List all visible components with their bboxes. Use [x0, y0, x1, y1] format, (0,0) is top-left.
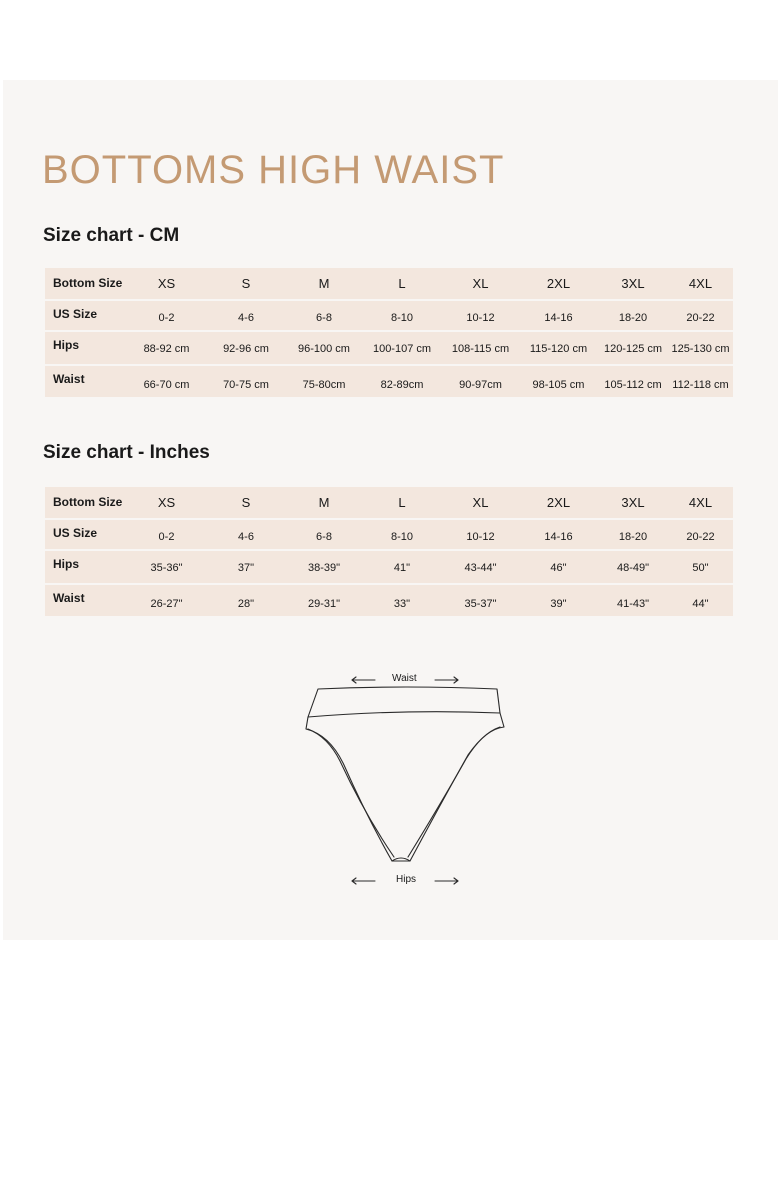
table-cell: 28"	[237, 597, 255, 610]
row-label: Waist	[53, 371, 85, 386]
table-row-bottom-size	[45, 487, 733, 518]
table-cell: 96-100 cm	[298, 343, 350, 355]
table-row-bottom-size	[45, 268, 733, 299]
row-label: Hips	[53, 338, 80, 352]
row-label: Bottom Size	[53, 494, 123, 509]
table-cell: 98-105 cm	[532, 378, 585, 391]
size-cell: M	[318, 495, 330, 510]
table-cell: 44"	[692, 597, 709, 610]
table-cell: 10-12	[466, 311, 495, 324]
table-cell: 18-20	[618, 530, 648, 543]
table-cell: 35-36"	[150, 562, 183, 574]
page-title: BOTTOMS HIGH WAIST	[42, 148, 505, 192]
table-cell: 46"	[550, 562, 567, 574]
table-cell: 18-20	[618, 311, 648, 324]
table-cell: 0-2	[158, 311, 175, 324]
table-cell: 66-70 cm	[143, 378, 190, 391]
table-cell: 26-27"	[150, 597, 183, 610]
table-cell: 115-120 cm	[529, 343, 588, 355]
waist-measure-label: Waist	[392, 673, 417, 684]
size-cell: M	[318, 276, 330, 291]
table-cell: 0-2	[158, 530, 175, 543]
size-cell: 4XL	[688, 276, 713, 291]
table-cell: 105-112 cm	[604, 378, 662, 391]
size-cell: 4XL	[688, 495, 713, 510]
size-cell: XL	[472, 495, 489, 510]
table-cell: 14-16	[544, 311, 573, 324]
hips-measure-label: Hips	[396, 874, 417, 885]
row-label: Bottom Size	[53, 275, 123, 290]
size-cell: L	[398, 495, 406, 510]
table-cell: 14-16	[544, 530, 573, 543]
table-cell: 38-39"	[307, 562, 341, 574]
row-label: Waist	[53, 590, 85, 605]
table-cell: 20-22	[686, 311, 715, 324]
inch-size-table	[45, 487, 733, 616]
row-label: US Size	[53, 306, 98, 321]
table-cell: 50"	[692, 562, 709, 574]
cm-chart-heading: Size chart - CM	[43, 225, 180, 246]
table-cell: 43-44"	[464, 562, 497, 574]
table-cell: 82-89cm	[380, 378, 424, 391]
table-cell: 20-22	[686, 530, 715, 543]
table-row-us-size	[45, 520, 733, 549]
table-cell: 88-92 cm	[143, 343, 190, 355]
table-cell: 41"	[393, 562, 411, 574]
table-row-waist	[45, 366, 733, 397]
table-cell: 39"	[550, 597, 567, 610]
table-cell: 29-31"	[307, 597, 341, 610]
table-cell: 75-80cm	[302, 378, 346, 391]
size-cell: XL	[472, 276, 489, 291]
table-cell: 70-75 cm	[223, 378, 269, 391]
size-cell: 2XL	[546, 495, 571, 510]
table-cell: 125-130 cm	[671, 343, 730, 355]
table-row-hips	[45, 551, 733, 583]
table-cell: 6-8	[316, 311, 332, 324]
size-cell: 2XL	[546, 276, 571, 291]
row-label: Hips	[53, 557, 80, 571]
table-cell: 33"	[393, 597, 411, 610]
table-cell: 41-43"	[616, 597, 650, 610]
size-cell: XS	[157, 495, 176, 510]
table-cell: 48-49"	[616, 562, 650, 574]
size-cell: L	[398, 276, 406, 291]
size-cell: S	[241, 495, 251, 510]
table-cell: 4-6	[238, 311, 254, 324]
size-cell: 3XL	[621, 276, 645, 291]
table-cell: 100-107 cm	[372, 343, 432, 355]
table-cell: 120-125 cm	[603, 343, 663, 355]
high-waist-bottom-icon	[300, 665, 510, 895]
cm-size-table	[45, 268, 733, 397]
size-cell: S	[241, 276, 251, 291]
size-cell: 3XL	[621, 495, 645, 510]
table-cell: 8-10	[390, 311, 414, 324]
table-row-us-size	[45, 301, 733, 330]
inch-chart-heading: Size chart - Inches	[43, 442, 210, 463]
table-cell: 8-10	[390, 530, 414, 543]
table-cell: 112-118 cm	[672, 378, 729, 391]
table-cell: 6-8	[316, 530, 332, 543]
table-cell: 4-6	[238, 530, 254, 543]
row-label: US Size	[53, 525, 98, 540]
table-cell: 92-96 cm	[223, 343, 269, 355]
table-cell: 10-12	[466, 530, 495, 543]
table-cell: 37"	[237, 562, 255, 574]
table-row-waist	[45, 585, 733, 616]
table-cell: 35-37"	[464, 597, 497, 610]
table-cell: 108-115 cm	[451, 343, 510, 355]
table-row-hips	[45, 332, 733, 364]
size-cell: XS	[157, 276, 176, 291]
table-cell: 90-97cm	[459, 378, 502, 391]
